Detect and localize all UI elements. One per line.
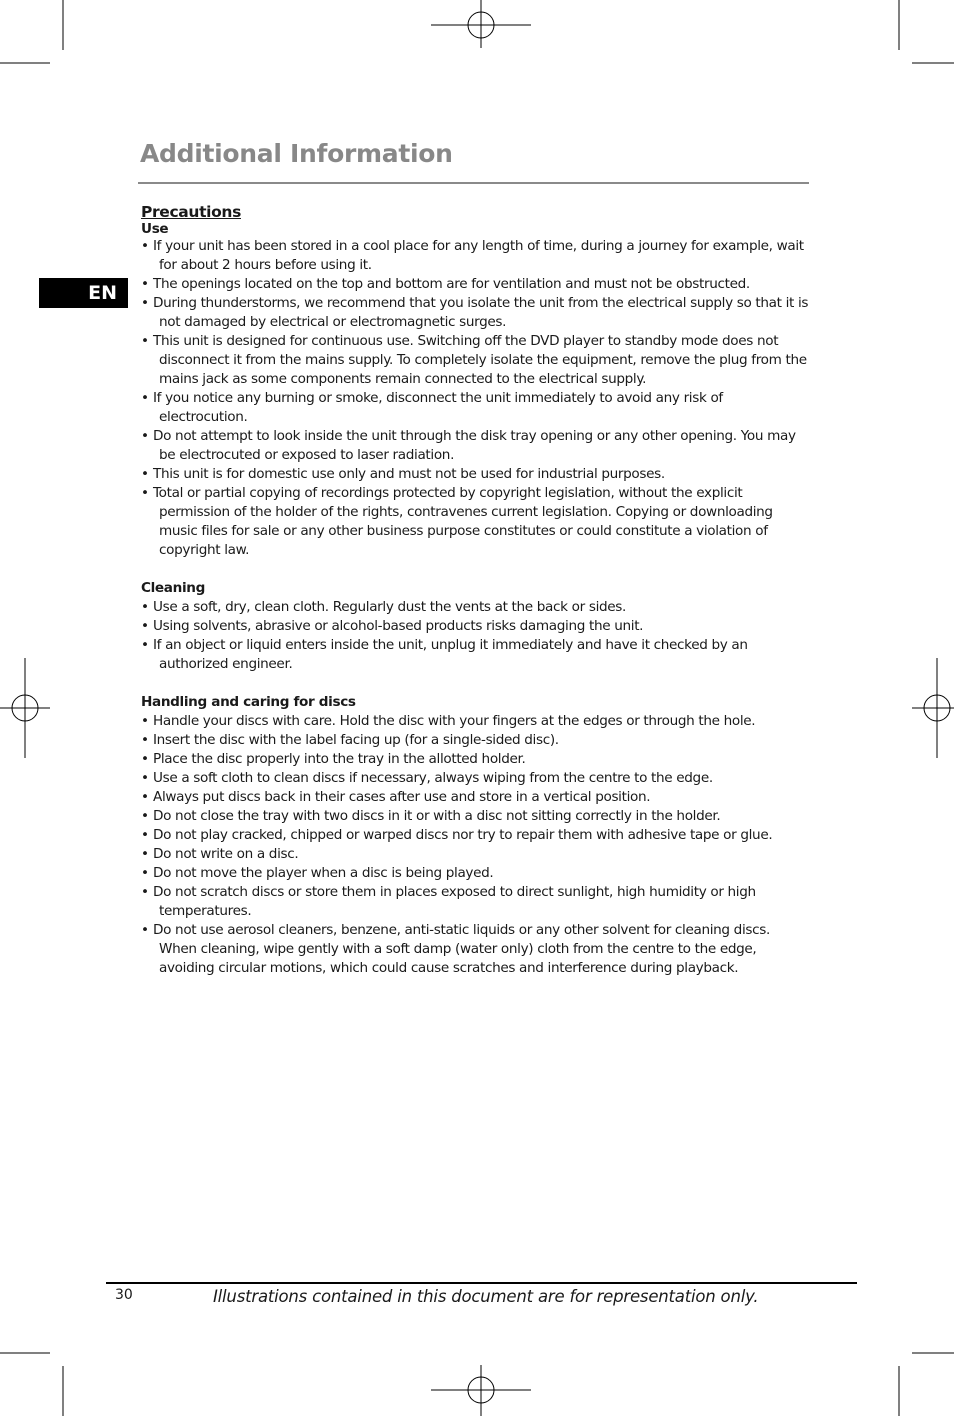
list-item: • Do not use aerosol cleaners, benzene, anti-static liquids or any other solvent for cleaning discs. When cleaning, wipe gently with a soft damp (water only) cloth from the centre to the edge, avoiding circular motions, which could cause scratches and interference during playback. (141, 922, 770, 976)
cleaning-heading: Cleaning (141, 580, 205, 596)
list-item: • The openings located on the top and bottom are for ventilation and must not be obstructed. (141, 276, 750, 292)
footer-divider (106, 1282, 857, 1284)
footer-note: Illustrations contained in this document are for representation only. (213, 1287, 759, 1306)
list-item: • If an object or liquid enters inside the unit, unplug it immediately and have it checked by an authorized engineer. (141, 637, 748, 672)
list-item: • During thunderstorms, we recommend that you isolate the unit from the electrical supply so that it is not damaged by electrical or electromagnetic surges. (141, 295, 809, 330)
document-body (141, 203, 811, 978)
cleaning-list (141, 598, 811, 674)
list-item: • This unit is designed for continuous use. Switching off the DVD player to standby mode does not disconnect it from the mains supply. To completely isolate the equipment, remove the plug from the mains jack as some components remain connected to the electrical supply. (141, 333, 807, 387)
list-item: • Do not close the tray with two discs in it or with a disc not sitting correctly in the holder. (141, 808, 721, 824)
registration-mark-left (0, 658, 50, 758)
language-tab: EN (39, 278, 128, 308)
use-heading: Use (141, 221, 169, 237)
discs-list (141, 712, 811, 978)
list-item: • Always put discs back in their cases after use and store in a vertical position. (141, 789, 651, 805)
use-list (141, 237, 811, 560)
list-item: • Do not scratch discs or store them in places exposed to direct sunlight, high humidity or high temperatures. (141, 884, 756, 919)
page-number: 30 (115, 1287, 133, 1303)
list-item: • Use a soft, dry, clean cloth. Regularly dust the vents at the back or sides. (141, 599, 626, 615)
list-item: • Do not move the player when a disc is being played. (141, 865, 494, 881)
list-item: • If you notice any burning or smoke, disconnect the unit immediately to avoid any risk of electrocution. (141, 390, 723, 425)
page-title: Additional Information (140, 139, 453, 168)
list-item: • Insert the disc with the label facing up (for a single-sided disc). (141, 732, 559, 748)
list-item: • This unit is for domestic use only and must not be used for industrial purposes. (141, 466, 665, 482)
list-item: • Total or partial copying of recordings protected by copyright legislation, without the explicit permission of the holder of the rights, contravenes current legislation. Copying or downloading music files for sale or any other business purpose constitutes or could constitute a violation of copyright law. (141, 485, 773, 558)
list-item: • Using solvents, abrasive or alcohol-based products risks damaging the unit. (141, 618, 644, 634)
title-divider (138, 182, 809, 184)
precautions-heading: Precautions (141, 203, 241, 221)
list-item: • Do not attempt to look inside the unit through the disk tray opening or any other opening. You may be electrocuted or exposed to laser radiation. (141, 428, 796, 463)
registration-mark-right (912, 658, 954, 758)
list-item: • If your unit has been stored in a cool place for any length of time, during a journey for example, wait for about 2 hours before using it. (141, 238, 804, 273)
list-item: • Use a soft cloth to clean discs if necessary, always wiping from the centre to the edge. (141, 770, 713, 786)
discs-heading: Handling and caring for discs (141, 694, 356, 710)
list-item: • Place the disc properly into the tray in the allotted holder. (141, 751, 526, 767)
list-item: • Do not play cracked, chipped or warped discs nor try to repair them with adhesive tape or glue. (141, 827, 773, 843)
list-item: • Handle your discs with care. Hold the disc with your fingers at the edges or through the hole. (141, 713, 756, 729)
list-item: • Do not write on a disc. (141, 846, 299, 862)
registration-mark-bottom (431, 1365, 531, 1416)
registration-mark-top (431, 0, 531, 48)
